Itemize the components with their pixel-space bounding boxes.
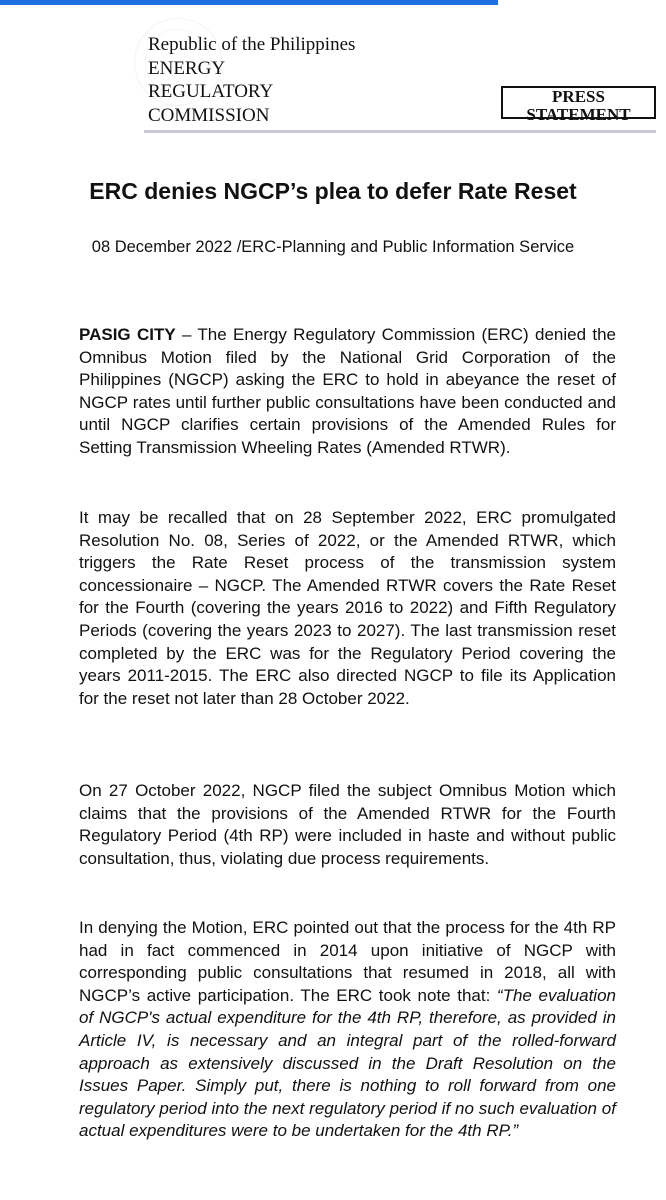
paragraph-4-intro: In denying the Motion, ERC pointed out that the process for the 4th RP had in fact commenced in 2014 upon initiative of NGCP with corresponding public consultations that resumed in 2018, all with NGCP’s active participation. The ERC took note that: [79,918,616,1005]
paragraph-1 [79,324,616,460]
paragraph-4 [79,917,616,1143]
press-statement-badge [501,86,656,124]
badge-line-press: PRESS [552,87,605,106]
article-title: ERC denies NGCP’s plea to defer Rate Reset [89,178,577,204]
badge-line-statement: STATEMENT [526,105,631,124]
paragraph-1-text: – The Energy Regulatory Commission (ERC) denied the Omnibus Motion filed by the National Grid Corporation of the Philippines (NGCP) asking the ERC to hold in abeyance the reset of NGCP rates until further public consultations have been conducted and until NGCP clarifies certain provisions of the Amended Rules for Setting Transmission Wheeling Rates (Amended RTWR). [79,325,616,457]
paragraph-1-lead: PASIG CITY [79,325,176,344]
letterhead-regulatory: REGULATORY [148,81,274,102]
letterhead-commission: COMMISSION [148,104,270,126]
letterhead-republic: Republic of the Philippines [148,34,356,55]
letterhead [148,33,355,127]
paragraph-3: On 27 October 2022, NGCP filed the subject Omnibus Motion which claims that the provisions of the Amended RTWR for the Fourth Regulatory Period (4th RP) were included in haste and without public consultation, thus, violating due process requirements. [79,781,616,868]
article-dateline: 08 December 2022 /ERC-Planning and Public Information Service [91,238,575,256]
letterhead-divider [144,130,656,133]
paragraph-2: It may be recalled that on 28 September 2022, ERC promulgated Resolution No. 08, Series of 2022, or the Amended RTWR, which triggers the Rate Reset process of the transmission system concessionaire – NGCP. The Amended RTWR covers the Rate Reset for the Fourth (covering the years 2016 to 2022) and Fifth Regulatory Periods (covering the years 2023 to 2027). The last transmission reset completed by the ERC was for the Regulatory Period covering the years 2011-2015. The ERC also directed NGCP to file its Application for the reset not later than 28 October 2022. [79,508,616,708]
letterhead-energy: ENERGY [148,57,226,79]
top-accent-bar [0,0,498,5]
paragraph-4-quote: “The evaluation of NGCP's actual expenditure for the 4th RP, therefore, as provided in Article IV, is necessary and an integral part of the rolled-forward approach as extensively discussed in the Draft Resolution on the Issues Paper. Simply put, there is nothing to roll forward from one regulatory period into the next regulatory period if no such evaluation of actual expenditures were to be undertaken for the 4th RP.” [79,985,616,1141]
